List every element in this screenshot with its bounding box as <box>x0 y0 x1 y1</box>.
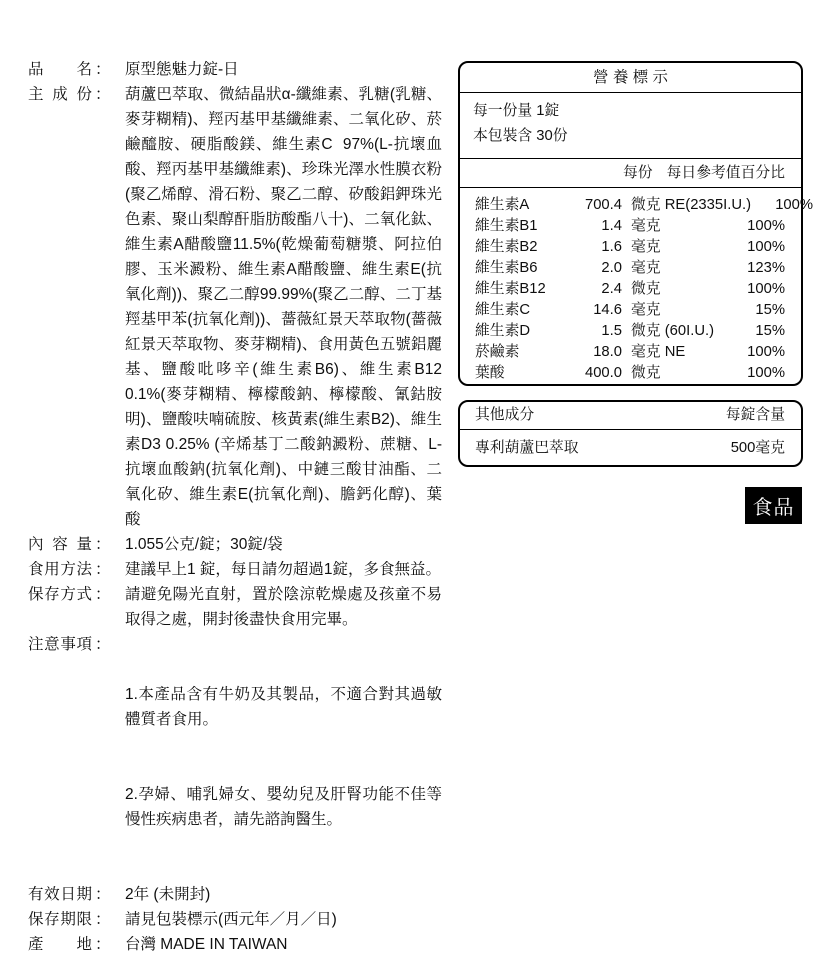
field-label <box>28 82 116 107</box>
field-label-colon: ： <box>95 936 111 953</box>
field-storage-method <box>28 582 442 632</box>
field-label <box>28 632 116 657</box>
nutrient-name: 維生素A <box>475 197 530 213</box>
nutrient-amount: 2.4 <box>601 281 622 297</box>
field-expiry-date <box>28 882 442 907</box>
product-info-section <box>28 57 451 957</box>
field-label-colon: ： <box>95 86 111 103</box>
nutrition-row <box>475 363 785 384</box>
nutrient-unit: 毫克 <box>631 218 661 234</box>
nutrient-name: 維生素B1 <box>475 218 538 234</box>
serving-size: 每一份量 1錠 <box>473 103 560 119</box>
nutrition-rows <box>460 188 814 392</box>
field-net-content <box>28 532 442 557</box>
other-ingredient-name: 專利葫蘆巴萃取 <box>475 440 579 456</box>
field-shelf-life <box>28 907 442 932</box>
other-ingredient-row <box>460 430 801 466</box>
nutrition-row <box>475 321 785 342</box>
other-ingredients-header <box>460 402 801 430</box>
field-main-ingredients <box>28 82 451 532</box>
field-label-colon: ： <box>95 636 111 653</box>
field-origin <box>28 932 442 957</box>
nutrient-unit: 微克 <box>631 365 661 381</box>
nutrient-amount: 1.6 <box>601 239 622 255</box>
field-label-colon: ： <box>95 911 111 928</box>
nutrient-amount: 18.0 <box>593 344 622 360</box>
field-label <box>28 57 116 82</box>
field-precautions <box>28 632 442 882</box>
field-value: 2年 (未開封) <box>125 886 211 903</box>
nutrient-daily-value: 100% <box>747 239 785 255</box>
nutrient-daily-value: 100% <box>747 281 785 297</box>
field-label-colon: ： <box>95 61 111 78</box>
other-ingredients-panel <box>458 400 803 467</box>
nutrition-row <box>475 216 785 237</box>
col-header-per-serving: 每份 <box>623 165 653 181</box>
nutrient-name: 維生素B2 <box>475 239 538 255</box>
nutrient-amount: 1.4 <box>601 218 622 234</box>
nutrition-row <box>475 342 785 363</box>
servings-per-pack: 本包裝含 30份 <box>473 128 568 144</box>
nutrient-name: 菸鹼素 <box>475 344 520 360</box>
nutrient-unit: 毫克 <box>631 260 661 276</box>
field-value <box>125 632 442 882</box>
field-value: 請見包裝標示(西元年／月／日) <box>125 911 337 928</box>
other-ingredients-title: 其他成分 <box>475 407 535 423</box>
nutrient-daily-value: 100% <box>775 197 814 213</box>
nutrient-amount: 2.0 <box>601 260 622 276</box>
field-label-colon: ： <box>95 886 111 903</box>
field-label-text: 有 效 日 期 <box>28 886 92 903</box>
field-value: 台灣 MADE IN TAIWAN <box>125 936 288 953</box>
field-label-colon: ： <box>95 561 111 578</box>
field-usage-directions <box>28 557 442 582</box>
field-label <box>28 907 116 932</box>
nutrient-name: 葉酸 <box>475 365 505 381</box>
nutrition-facts-panel <box>458 61 814 386</box>
field-value: 原型態魅力錠-日 <box>125 61 239 78</box>
nutrition-title: 營 養 標 示 <box>460 63 801 93</box>
field-label-text: 內 容 量 <box>28 536 92 553</box>
nutrient-daily-value: 100% <box>747 344 785 360</box>
serving-info <box>460 93 801 159</box>
field-label-text: 主 成 份 <box>28 86 92 103</box>
nutrition-row <box>475 279 785 300</box>
nutrient-amount: 1.5 <box>601 323 622 339</box>
field-label-text: 產 地 <box>28 936 92 953</box>
nutrient-unit: 微克 RE(2335I.U.) <box>631 197 752 213</box>
field-value: 葫蘆巴萃取、微結晶狀α-纖維素、乳糖(乳糖、麥芽糊精)、羥丙基甲基纖維素、二氧化矽、菸鹼醯胺、硬脂酸鎂、維生素C 97%(L-抗壞血酸、羥丙基甲基纖維素)、珍珠光澤水性膜衣粉(聚乙烯醇、滑石粉、聚乙二醇、矽酸鋁鉀珠光色素、聚山梨醇酐脂肪酸酯八十)、二氧化鈦、維生素A醋酸鹽11.5%(乾燥葡萄糖漿、阿拉伯膠、玉米澱粉、維生素A醋酸鹽、維生素E(抗氧化劑))、聚乙二醇99.99%(聚乙二醇、二丁基羥基甲苯(抗氧化劑))、薔薇紅景天萃取物(薔薇紅景天萃取物、麥芽糊精)、食用黃色五號鋁麗基、鹽酸吡哆辛(維生素B6)、維生素B12 0.1%(麥芽糊精、檸檬酸鈉、檸檬酸、氰鈷胺明)、鹽酸呋喃硫胺、核黃素(維生素B2)、維生素D3 0.25% (辛烯基丁二酸鈉澱粉、蔗糖、L-抗壞血酸鈉(抗氧化劑)、中鏈三酸甘油酯、二氧化矽、維生素E(抗氧化劑)、膽鈣化醇)、葉酸 <box>125 86 451 528</box>
nutrient-unit: 微克 <box>631 281 661 297</box>
nutrient-name: 維生素C <box>475 302 531 318</box>
nutrient-unit: 毫克 <box>631 239 661 255</box>
nutrient-unit: 微克 (60I.U.) <box>631 323 715 339</box>
field-value: 請避免陽光直射，置於陰涼乾燥處及孩童不易取得之處，開封後盡快食用完畢。 <box>125 586 442 628</box>
field-label-colon: ： <box>95 536 111 553</box>
precaution-item-1: 1.本產品含有牛奶及其製品，不適合對其過敏體質者食用。 <box>125 686 442 728</box>
nutrient-daily-value: 15% <box>755 302 785 318</box>
nutrient-name: 維生素D <box>475 323 531 339</box>
field-label <box>28 557 116 582</box>
nutrient-name: 維生素B6 <box>475 260 538 276</box>
precaution-item-2: 2.孕婦、哺乳婦女、嬰幼兒及肝腎功能不佳等慢性疾病患者，請先諮詢醫生。 <box>125 786 442 828</box>
nutrient-daily-value: 100% <box>747 218 785 234</box>
field-label-text: 食 用 方 法 <box>28 561 92 578</box>
nutrient-amount: 14.6 <box>593 302 622 318</box>
nutrition-row <box>475 258 785 279</box>
field-value: 1.055公克/錠；30錠/袋 <box>125 536 283 553</box>
col-header-daily-value: 每日參考值百分比 <box>666 165 785 181</box>
field-label-text: 品 名 <box>28 61 92 78</box>
other-ingredients-amount-header: 每錠含量 <box>725 407 785 423</box>
field-label <box>28 932 116 957</box>
nutrient-daily-value: 15% <box>755 323 785 339</box>
nutrition-row <box>475 237 785 258</box>
nutrient-amount: 700.4 <box>584 197 622 213</box>
nutrition-row <box>475 300 785 321</box>
other-ingredient-amount: 500毫克 <box>730 440 785 456</box>
field-label <box>28 882 116 907</box>
field-label-colon: ： <box>95 586 111 603</box>
nutrition-column-headers <box>460 159 801 188</box>
field-label-text: 保 存 方 式 <box>28 586 92 603</box>
nutrient-daily-value: 123% <box>747 260 785 276</box>
nutrient-amount: 400.0 <box>584 365 622 381</box>
nutrition-row <box>475 195 814 216</box>
nutrient-daily-value: 100% <box>747 365 785 381</box>
nutrient-name: 維生素B12 <box>475 281 546 297</box>
field-label-text: 保 存 期 限 <box>28 911 92 928</box>
field-product-name <box>28 57 442 82</box>
nutrient-unit: 毫克 <box>631 302 661 318</box>
field-label-text: 注 意 事 項 <box>28 636 92 653</box>
nutrient-unit: 毫克 NE <box>631 344 686 360</box>
field-value: 建議早上1 錠，每日請勿超過1錠，多食無益。 <box>125 561 442 578</box>
field-label <box>28 582 116 607</box>
food-category-badge: 食品 <box>745 487 802 524</box>
field-label <box>28 532 116 557</box>
